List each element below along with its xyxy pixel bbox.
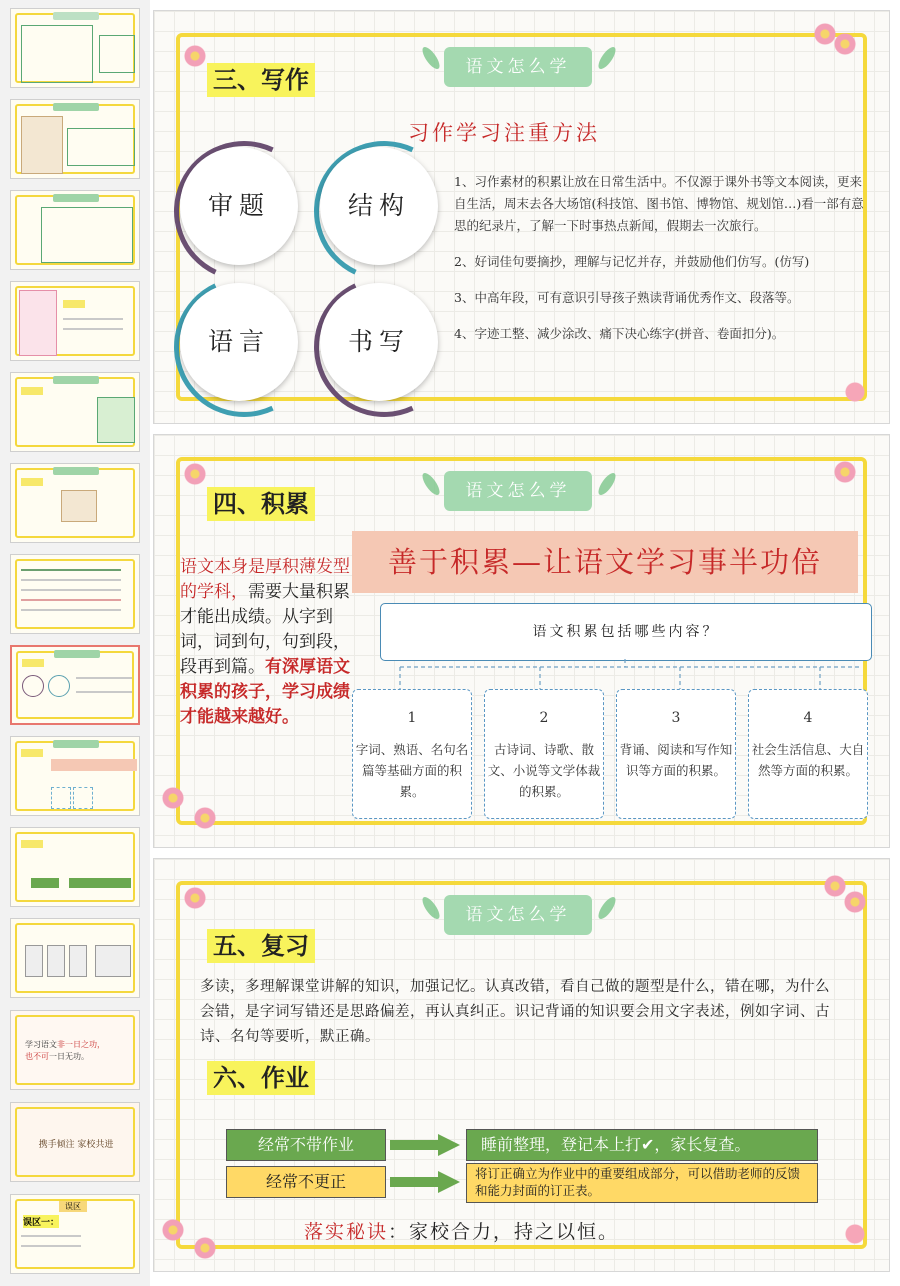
flower-decoration	[184, 887, 206, 909]
intro-red-2: 有深厚语文积累的孩子，学习成绩才能越来越好。	[180, 657, 350, 727]
accumulation-intro	[180, 555, 355, 730]
slide-thumbnail-1[interactable]	[10, 8, 140, 88]
thumb-12-line2: 一日无功。	[49, 1052, 89, 1061]
accumulation-card-3: 3 背诵、阅读和写作知识等方面的积累。	[616, 689, 736, 819]
writing-point-3: 3、中高年段，可有意识引导孩子熟读背诵优秀作文、段落等。	[454, 290, 800, 305]
slide-thumbnail-10[interactable]	[10, 827, 140, 907]
slide-thumbnail-4[interactable]	[10, 281, 140, 361]
thumb-14-sub: 误区一：	[23, 1215, 59, 1228]
review-text: 多读，多理解课堂讲解的知识，加强记忆。认真改错，看自己做的题型是什么，错在哪，为什么会错，是字词写错还是思路偏差，再认真纠正。识记背诵的知识要会用文字表述，例如字词、古诗、名句等要听，默正确。	[200, 979, 830, 1045]
heart-decoration	[844, 381, 866, 403]
section-badge: 语文怎么学	[444, 895, 592, 935]
flower-decoration	[814, 23, 836, 45]
hw-problem-2: 经常不更正	[226, 1166, 386, 1198]
circle-jiegou: 结构	[320, 147, 438, 265]
flower-decoration	[184, 45, 206, 67]
flower-decoration	[834, 33, 856, 55]
hw-problem-1: 经常不带作业	[226, 1129, 386, 1161]
heart-decoration	[844, 1223, 866, 1245]
flower-decoration	[834, 461, 856, 483]
slide-thumbnail-6[interactable]	[10, 463, 140, 543]
thumb-12-line1: 学习语文	[25, 1040, 57, 1049]
hw-solution-2: 将订正确立为作业中的重要组成部分，可以借助老师的反馈和能力封面的订正表。	[466, 1163, 818, 1203]
writing-points	[454, 171, 874, 359]
flower-decoration	[162, 787, 184, 809]
intro-red-1: 语文本身是厚积薄发型的学科，	[180, 557, 350, 602]
section-heading-accumulation: 四、积累	[207, 487, 315, 521]
section-badge: 语文怎么学	[444, 471, 592, 511]
slide-thumbnail-5[interactable]	[10, 372, 140, 452]
arrow-icon	[390, 1134, 460, 1156]
flower-decoration	[844, 891, 866, 913]
slide-thumbnail-panel	[0, 0, 150, 1286]
arrow-icon	[390, 1171, 460, 1193]
slide-thumbnail-14[interactable]	[10, 1194, 140, 1274]
flower-decoration	[184, 463, 206, 485]
circle-shuxie: 书写	[320, 283, 438, 401]
thumb-14-title: 误区	[59, 1201, 87, 1212]
flower-decoration	[194, 807, 216, 829]
section-heading-review: 五、复习	[207, 929, 315, 963]
accumulation-card-1: 1 字词、熟语、名句名篇等基础方面的积累。	[352, 689, 472, 819]
slide-thumbnail-13[interactable]	[10, 1102, 140, 1182]
accumulation-banner: 善于积累—让语文学习事半功倍	[352, 531, 858, 593]
section-badge: 语文怎么学	[444, 47, 592, 87]
slide-thumbnail-3[interactable]	[10, 190, 140, 270]
slide-thumbnail-9[interactable]	[10, 736, 140, 816]
flower-decoration	[162, 1219, 184, 1241]
motto-red: 落实秘诀	[304, 1221, 389, 1243]
intro-black: 需要大量积累才能出成绩。从字到词，词到句，句到段，段再到篇。	[180, 582, 350, 677]
hw-solution-1: 睡前整理，登记本上打✔，家长复查。	[466, 1129, 818, 1161]
slide-thumbnail-12[interactable]	[10, 1010, 140, 1090]
accumulation-question: 语文积累包括哪些内容？	[380, 603, 872, 661]
slide-accumulation	[153, 434, 890, 848]
thumb-12-red1: 非一日之功，	[57, 1040, 105, 1049]
thumb-13-title: 携手倾注 家校共进	[38, 1140, 114, 1150]
writing-point-2: 2、好词佳句要摘抄，理解与记忆并存，并鼓励他们仿写。(仿写)	[454, 254, 810, 269]
slide-writing	[153, 10, 890, 424]
connector-lines	[380, 659, 880, 691]
slide-thumbnail-7[interactable]	[10, 554, 140, 634]
slide-review-homework	[153, 858, 890, 1272]
section-heading-homework: 六、作业	[207, 1061, 315, 1095]
accumulation-card-4: 4 社会生活信息、大自然等方面的积累。	[748, 689, 868, 819]
slide-thumbnail-8-selected[interactable]	[10, 645, 140, 725]
thumb-12-red2: 也不可	[25, 1052, 49, 1061]
accumulation-card-2: 2 古诗词、诗歌、散文、小说等文学体裁的积累。	[484, 689, 604, 819]
flower-decoration	[194, 1237, 216, 1259]
circle-yuyan: 语言	[180, 283, 298, 401]
motto	[304, 1217, 619, 1244]
writing-point-4: 4、字迹工整、减少涂改、痛下决心练字(拼音、卷面扣分)。	[454, 326, 785, 341]
motto-black: ：家校合力，持之以恒。	[388, 1221, 620, 1243]
writing-subtitle: 习作学习注重方法	[408, 121, 600, 145]
flower-decoration	[824, 875, 846, 897]
section-heading-writing: 三、写作	[207, 63, 315, 97]
slide-thumbnail-2[interactable]	[10, 99, 140, 179]
circle-shenti: 审题	[180, 147, 298, 265]
writing-point-1: 1、习作素材的积累让放在日常生活中。不仅源于课外书等文本阅读，更来自生活，周末去各大场馆(科技馆、图书馆、博物馆、规划馆…)看一部有意思的纪录片，了解一下时事热点新闻，假期去一次旅行。	[454, 174, 864, 233]
slide-thumbnail-11[interactable]	[10, 918, 140, 998]
